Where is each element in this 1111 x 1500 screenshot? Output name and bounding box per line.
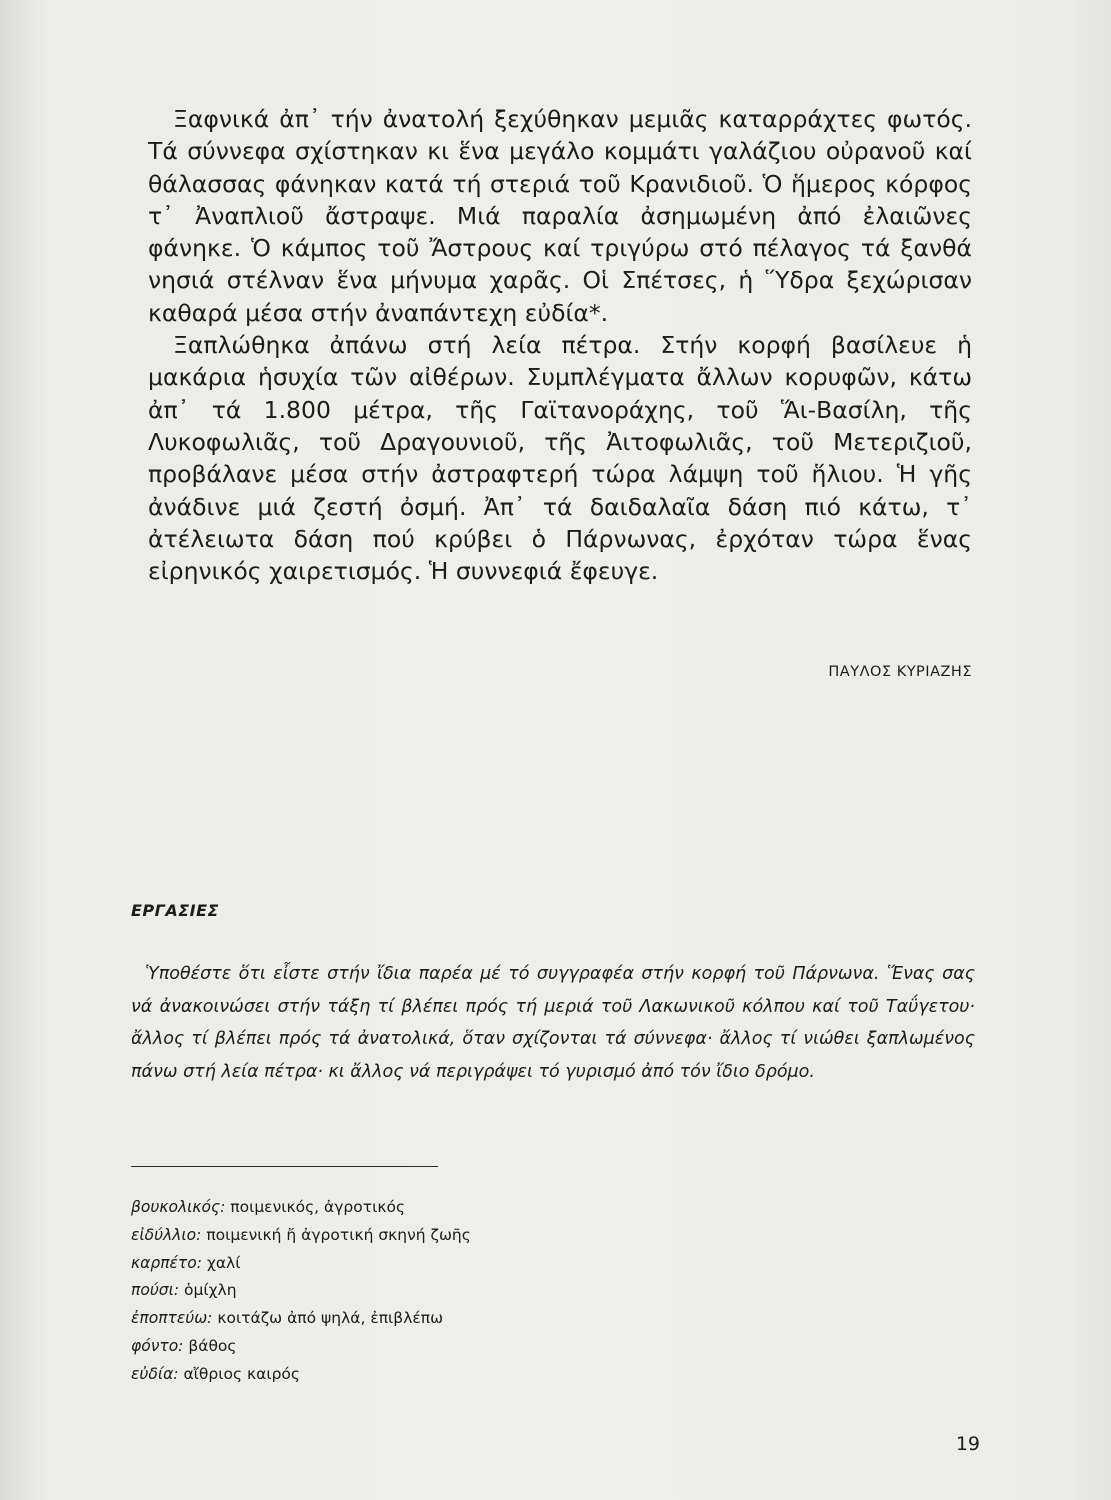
glossary-term: εὐδία: [131, 1364, 179, 1383]
glossary-term: εἰδύλλιο: [131, 1225, 202, 1244]
glossary-list [131, 1194, 471, 1389]
footnote-divider [131, 1166, 438, 1167]
exercises-text: Ὑποθέστε ὅτι εἶστε στήν ἴδια παρέα μέ τό συγγραφέα στήν κορφή τοῦ Πάρνωνα. Ἕνας σας νά ἀνακοινώσει στήν τάξη τί βλέπει πρός τή μεριά τοῦ Λακωνικοῦ κόλπου καί τοῦ Ταΰγετου· ἄλλος τί βλέπει πρός τά ἀνατολικά, ὅταν σχίζονται τά σύννεφα· ἄλλος τί νιώθει ξαπλωμένος πάνω στή λεία πέτρα· κι ἄλλος νά περιγράψει τό γυρισμό ἀπό τόν ἴδιο δρόμο. [131, 964, 975, 1082]
glossary-definition: ποιμενικός, ἀγροτικός [230, 1198, 406, 1216]
glossary-term: βουκολικός: [131, 1198, 226, 1216]
glossary-term: καρπέτο: [131, 1253, 202, 1272]
glossary-item [131, 1333, 471, 1361]
passage-paragraph-2: Ξαπλώθηκα ἀπάνω στή λεία πέτρα. Στήν κορφή βασίλευε ἡ μακάρια ἡσυχία τῶν αἰθέρων. Συμπλέγματα ἄλλων κορυφῶν, κάτω ἀπ᾽ τά 1.800 μέτρα, τῆς Γαϊτανοράχης, τοῦ Ἅι-Βασίλη, τῆς Λυκοφωλιᾶς, τοῦ Δραγουνιοῦ, τῆς Ἀιτοφωλιᾶς, τοῦ Μετεριζιοῦ, προβάλανε μέσα στήν ἀστραφτερή τώρα λάμψη τοῦ ἥλιου. Ἡ γῆς ἀνάδινε μιά ζεστή ὀσμή. Ἀπ᾽ τά δαιδαλαῖα δάση πιό κάτω, τ᾽ ἀτέλειωτα δάση πού κρύβει ὁ Πάρνωνας, ἐρχόταν τώρα ἕνας εἰρηνικός χαιρετισμός. Ἡ συννεφιά ἔφευγε. [148, 331, 972, 586]
glossary-definition: ποιμενική ἤ ἀγροτική σκηνή ζωῆς [206, 1225, 471, 1244]
glossary-item [131, 1305, 471, 1333]
glossary-item [131, 1222, 471, 1250]
glossary-definition: χαλί [206, 1253, 241, 1272]
exercises-heading: ΕΡΓΑΣΙΕΣ [131, 901, 219, 920]
glossary-item [131, 1194, 471, 1222]
passage-paragraph-1: Ξαφνικά ἀπ᾽ τήν ἀνατολή ξεχύθηκαν μεμιᾶς καταρράχτες φωτός. Τά σύννεφα σχίστηκαν κι ἕνα μεγάλο κομμάτι γαλάζιου οὐρανοῦ καί θάλασσας φάνηκαν κατά τή στεριά τοῦ Κρανιδιοῦ. Ὁ ἥμερος κόρφος τ᾽ Ἀναπλιοῦ ἄστραψε. Μιά παραλία ἀσημωμένη ἀπό ἐλαιῶνες φάνηκε. Ὁ κάμπος τοῦ Ἄστρους καί τριγύρω στό πέλαγος τά ξανθά νησιά στέλναν ἕνα μήνυμα χαρᾶς. Οἱ Σπέτσες, ἡ Ὕδρα ξεχώρισαν καθαρά μέσα στήν ἀναπάντεχη εὐδία*. [148, 105, 972, 327]
glossary-definition: ὁμίχλη [184, 1281, 237, 1300]
glossary-item [131, 1250, 471, 1278]
glossary-term: φόντο: [131, 1336, 184, 1355]
glossary-item [131, 1277, 471, 1305]
glossary-item [131, 1361, 471, 1389]
glossary-definition: κοιτάζω ἀπό ψηλά, ἐπιβλέπω [217, 1309, 444, 1328]
glossary-term: πούσι: [131, 1281, 180, 1300]
glossary-definition: αἴθριος καιρός [183, 1364, 301, 1383]
page-number: 19 [955, 1433, 980, 1455]
main-passage [148, 103, 972, 587]
glossary-term: ἐποπτεύω: [131, 1309, 213, 1328]
glossary-definition: βάθος [188, 1336, 237, 1355]
author-name: ΠΑΥΛΟΣ ΚΥΡΙΑΖΗΣ [828, 664, 972, 680]
